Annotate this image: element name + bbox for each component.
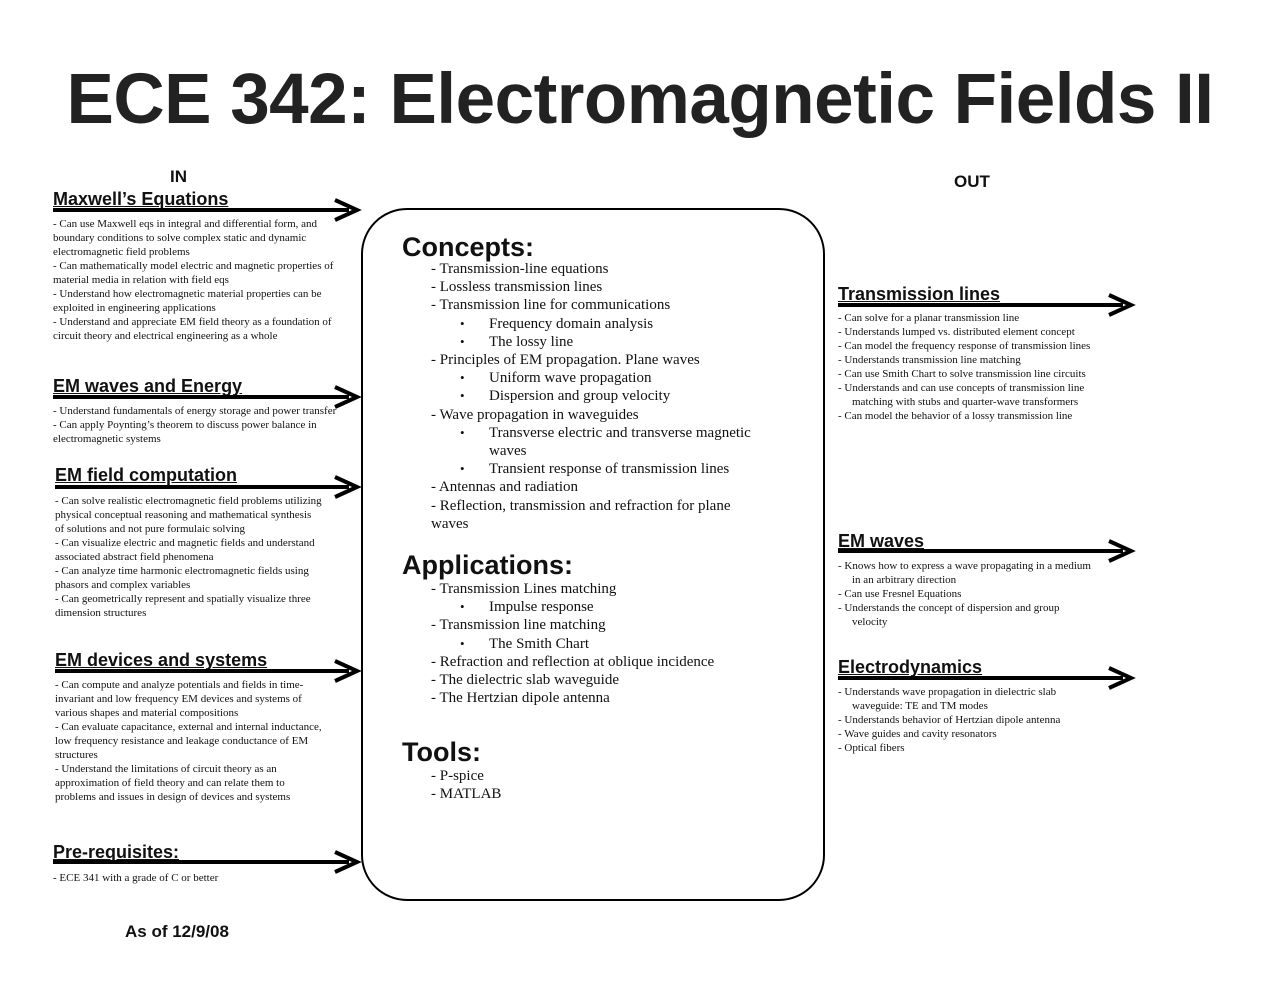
application-item: - Refraction and reflection at oblique incidence (431, 653, 715, 670)
list-item: - Understands lumped vs. distributed element concept (838, 326, 1075, 338)
concept-item: - Wave propagation in waveguides (431, 406, 639, 423)
list-item: - Can model the behavior of a lossy transmission line (838, 410, 1073, 422)
list-item: - Understands behavior of Hertzian dipole antenna (838, 714, 1061, 726)
list-item: - Can use Smith Chart to solve transmission line circuits (838, 368, 1086, 380)
application-item: - The Hertzian dipole antenna (431, 690, 610, 707)
list-item: - Understand how electromagnetic material properties can be exploited in engineering applications (53, 288, 322, 314)
concept-item: • Frequency domain analysis (402, 315, 782, 333)
footer-date: As of 12/9/08 (125, 922, 229, 941)
application-item: - Transmission line matching (431, 617, 606, 634)
left-heading-maxwell: Maxwell’s Equations (53, 189, 229, 209)
concept-item: • The lossy line (402, 333, 782, 351)
right-heading-electrodynamics: Electrodynamics (838, 657, 983, 677)
right-list-transmission-lines (838, 311, 1138, 423)
list-item: - Can geometrically represent and spatially visualize three dimension structures (55, 593, 311, 619)
application-item: - Transmission Lines matching (431, 581, 617, 597)
list-item: - Can apply Poynting’s theorem to discuss power balance in electromagnetic systems (53, 419, 317, 445)
left-heading-em-devices: EM devices and systems (55, 650, 268, 670)
in-label: IN (170, 167, 187, 186)
tool-item: - MATLAB (431, 786, 502, 803)
list-item: - Understand the limitations of circuit theory as an approximation of field theory and can relate them to problems and issues in design of devices and systems (55, 763, 291, 803)
concepts-heading: Concepts: (402, 232, 535, 262)
out-label: OUT (954, 172, 990, 191)
list-item: - Can visualize electric and magnetic fields and understand associated abstract field phenomena (55, 537, 315, 563)
concept-item: - Transmission line for communications (431, 297, 671, 314)
concept-item: • Transverse electric and transverse magnetic waves (402, 424, 759, 460)
list-item: - Wave guides and cavity resonators (838, 728, 997, 740)
application-item: - The dielectric slab waveguide (431, 672, 619, 689)
right-heading-transmission-lines: Transmission lines (838, 284, 1001, 304)
concept-item: • Uniform wave propagation (402, 369, 782, 387)
applications-list (402, 580, 782, 707)
concept-item: - Transmission-line equations (431, 261, 609, 277)
list-item: - Can mathematically model electric and magnetic properties of material media in relation with field eqs (53, 260, 334, 286)
list-item: - Can use Maxwell eqs in integral and differential form, and boundary conditions to solve complex static and dynamic electromagnetic field problems (53, 218, 318, 258)
list-item: - Knows how to express a wave propagating in a medium in an arbitrary direction (838, 560, 1091, 586)
concept-item: - Principles of EM propagation. Plane waves (431, 352, 700, 369)
list-item: - Understand and appreciate EM field theory as a foundation of circuit theory and electrical engineering as a whole (53, 316, 332, 342)
left-list-prerequisites (53, 871, 338, 885)
right-list-em-waves (838, 559, 1093, 629)
right-list-electrodynamics (838, 685, 1093, 755)
left-list-em-waves-energy (53, 404, 338, 446)
tools-list (402, 767, 782, 803)
list-item: - Can evaluate capacitance, external and internal inductance, low frequency resistance and leakage conductance of EM structures (55, 721, 322, 761)
list-item: - Understands wave propagation in dielectric slab waveguide: TE and TM modes (838, 686, 1057, 712)
concept-item: • Dispersion and group velocity (402, 387, 782, 405)
page-title: ECE 342: Electromagnetic Fields II (66, 60, 1214, 139)
concept-item: - Lossless transmission lines (431, 279, 603, 296)
concept-item: - Reflection, transmission and refraction for plane waves (431, 497, 731, 532)
list-item: - Can model the frequency response of transmission lines (838, 340, 1091, 352)
list-item: - Can solve for a planar transmission line (838, 312, 1020, 324)
application-item: • The Smith Chart (402, 635, 782, 653)
left-list-maxwell (53, 217, 338, 343)
tool-item: - P-spice (431, 768, 484, 784)
list-item: - Can solve realistic electromagnetic field problems utilizing physical conceptual reasoning and mathematical synthesis of solutions and not pure formulaic solving (55, 495, 322, 535)
list-item: - Optical fibers (838, 742, 905, 754)
list-item: - Understands the concept of dispersion and group velocity (838, 602, 1060, 628)
left-heading-prerequisites: Pre-requisites: (53, 842, 180, 862)
left-heading-em-waves-energy: EM waves and Energy (53, 376, 243, 396)
list-item: - Understand fundamentals of energy storage and power transfer (53, 405, 337, 417)
applications-heading: Applications: (402, 550, 574, 580)
list-item: - Understands transmission line matching (838, 354, 1021, 366)
tools-heading: Tools: (402, 737, 481, 767)
list-item: - ECE 341 with a grade of C or better (53, 872, 219, 884)
list-item: - Can analyze time harmonic electromagnetic fields using phasors and complex variables (55, 565, 309, 591)
concepts-list (402, 260, 782, 533)
right-heading-em-waves: EM waves (838, 531, 925, 551)
list-item: - Understands and can use concepts of transmission line matching with stubs and quarter-wave transformers (838, 382, 1085, 408)
left-list-em-field-computation (55, 494, 323, 620)
list-item: - Can compute and analyze potentials and fields in time-invariant and low frequency EM devices and systems of various shapes and material compositions (55, 679, 304, 719)
left-list-em-devices (55, 678, 323, 804)
application-item: • Impulse response (402, 598, 782, 616)
concept-item: - Antennas and radiation (431, 479, 579, 496)
list-item: - Can use Fresnel Equations (838, 588, 962, 600)
concept-item: • Transient response of transmission lines (402, 460, 782, 478)
left-heading-em-field-computation: EM field computation (55, 465, 237, 485)
